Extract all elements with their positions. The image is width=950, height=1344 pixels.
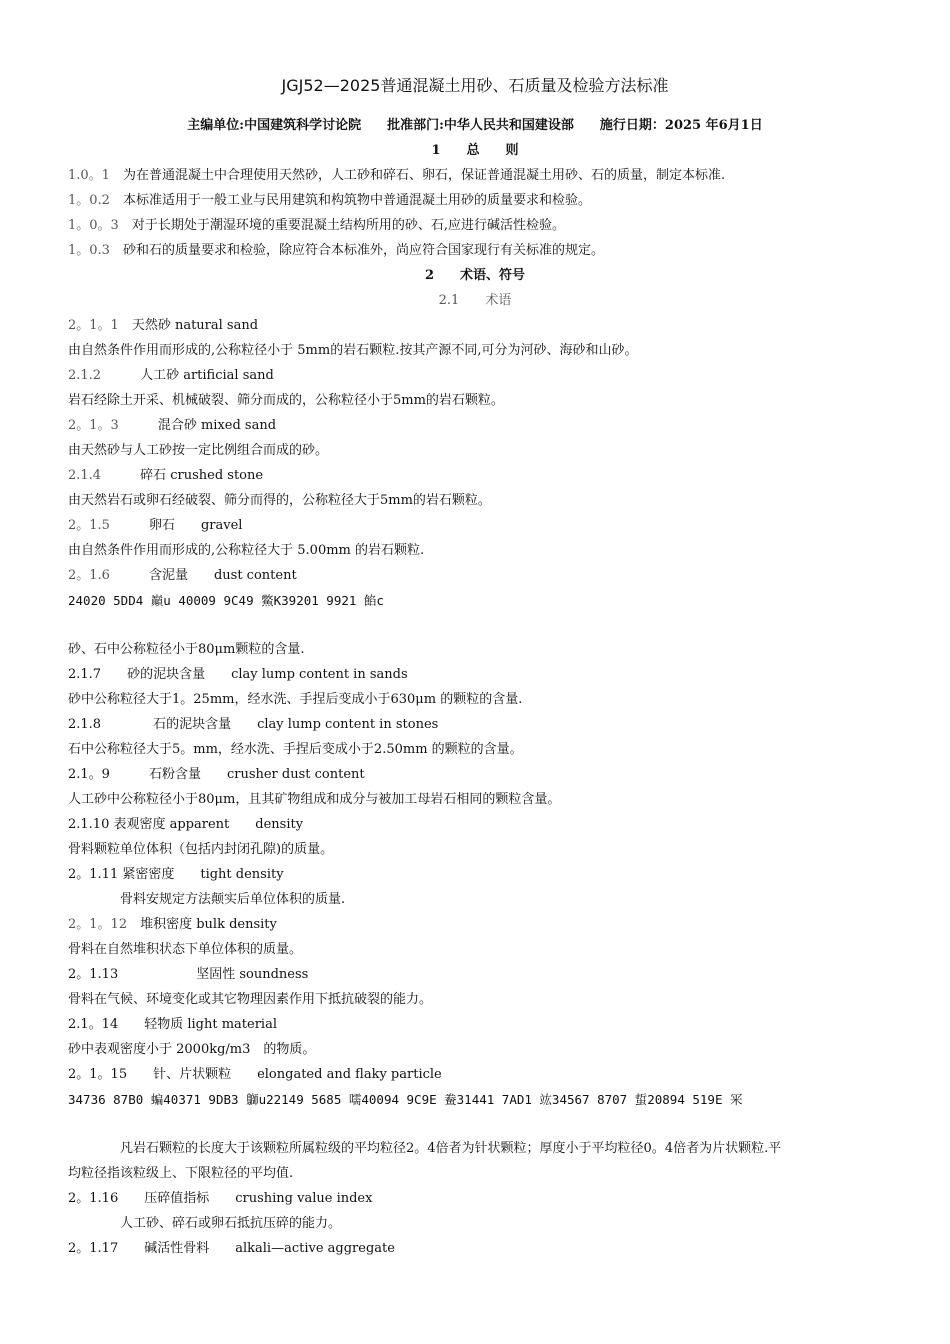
text-line: [68, 492, 491, 510]
text-line: [68, 916, 277, 934]
text-line: [68, 517, 242, 535]
text-line: [68, 167, 725, 185]
line-text: 混合砂 mixed sand: [118, 418, 277, 433]
line-text: 2。1.11 紧密密度 tight density: [68, 867, 284, 882]
line-text: 由天然岩石或卵石经破裂、筛分而得的，公称粒径大于5mm的岩石颗粒。: [68, 493, 491, 508]
text-line: [68, 641, 304, 659]
line-text: 2。1.17 碱活性骨料 alkali—active aggregate: [68, 1241, 395, 1256]
line-text: 骨料颗粒单位体积（包括内封闭孔隙)的质量。: [68, 842, 334, 857]
text-line: [68, 1066, 442, 1084]
text-line: [68, 691, 522, 709]
text-line: [68, 592, 384, 610]
line-text: 骨料在气候、环境变化或其它物理因素作用下抵抗破裂的能力。: [68, 992, 433, 1007]
text-line: [68, 941, 302, 959]
line-text: 2 术语、符号: [424, 268, 526, 283]
line-text: 1 总 则: [431, 143, 519, 158]
line-text: 石中公称粒径大于5。mm，经水洗、手捏后变成小于2.50mm 的颗粒的含量。: [68, 742, 523, 757]
line-text: 碎石 crushed stone: [101, 468, 264, 483]
document-title: JGJ52—2025普通混凝土用砂、石质量及检验方法标准: [281, 76, 669, 95]
clause-number: 1。0.2: [68, 193, 110, 208]
line-text: 由天然砂与人工砂按一定比例组合而成的砂。: [68, 443, 329, 458]
text-line: [68, 1190, 372, 1208]
line-text: 2。1.13 坚固性 soundness: [68, 967, 309, 982]
line-text: 砂中表观密度小于 2000kg/m3 的物质。: [68, 1042, 316, 1057]
line-text: 2.1 术语: [438, 293, 512, 308]
line-text: 凡岩石颗粒的长度大于该颗粒所属粒级的平均粒径2。4倍者为针状颗粒；厚度小于平均粒径0。4倍者为片状颗粒.平: [68, 1141, 782, 1156]
text-line: [68, 741, 523, 759]
line-text: 岩石经除土开采、机械破裂、筛分而成的，公称粒径小于5mm的岩石颗粒。: [68, 393, 504, 408]
text-line: [68, 1215, 341, 1233]
line-text: 含泥量 dust content: [109, 568, 297, 583]
text-line: [68, 392, 504, 410]
text-line: [68, 417, 276, 435]
text-line: [68, 242, 604, 260]
text-line: [68, 442, 328, 460]
line-text: 2.1.8 石的泥块含量 clay lump content in stones: [68, 717, 439, 732]
text-line: [68, 866, 284, 884]
line-text: 骨料安规定方法颠实后单位体积的质量.: [68, 892, 346, 907]
line-text: 2。1。15 针、片状颗粒 elongated and flaky particle: [68, 1067, 442, 1082]
text-line: [68, 1165, 293, 1183]
line-text: 2.1.7 砂的泥块含量 clay lump content in sands: [68, 667, 408, 682]
text-line: [68, 567, 297, 585]
text-line: [68, 991, 432, 1009]
line-text: 人工砂 artificial sand: [101, 368, 274, 383]
line-text: 34736 87B0 蝙40371 9DB3 鶳u22149 5685 嚅40094 9C9E 鲞31441 7AD1 竑34567 8707 蜇20894 519E 冞: [68, 1092, 743, 1107]
text-line: [0, 267, 950, 285]
line-text: 本标准适用于一般工业与民用建筑和构筑物中普通混凝土用砂的质量要求和检验。: [109, 193, 591, 208]
text-line: [68, 1016, 277, 1034]
text-line: [68, 1091, 743, 1109]
line-text: 2。1.16 压碎值指标 crushing value index: [68, 1191, 373, 1206]
clause-number: 2。1。12: [68, 917, 128, 932]
line-text: 24020 5DD4 巔u 40009 9C49 鱉K39201 9921 餡c: [68, 593, 384, 608]
line-text: 2.1。14 轻物质 light material: [68, 1017, 277, 1032]
clause-number: 2。1。3: [68, 418, 119, 433]
text-line: [68, 342, 637, 360]
line-text: 2.1。9 石粉含量 crusher dust content: [68, 767, 365, 782]
text-line: [68, 816, 303, 834]
line-text: 堆积密度 bulk density: [127, 917, 277, 932]
text-line: [68, 891, 345, 909]
line-text: 卵石 gravel: [109, 518, 243, 533]
line-text: 骨料在自然堆积状态下单位体积的质量。: [68, 942, 303, 957]
text-line: [68, 467, 263, 485]
line-text: 砂、石中公称粒径小于80μm颗粒的含量.: [68, 642, 305, 657]
clause-number: 1。0.3: [68, 243, 110, 258]
line-text: 均粒径指该粒级上、下限粒径的平均值.: [68, 1166, 294, 1181]
clause-number: 2.1.2: [68, 368, 102, 383]
text-line: [68, 1041, 315, 1059]
line-text: 由自然条件作用而形成的,公称粒径小于 5mm的岩石颗粒.按其产源不同,可分为河砂、海砂和山砂。: [68, 343, 638, 358]
text-line: [68, 367, 274, 385]
line-text: 天然砂 natural sand: [118, 318, 259, 333]
clause-number: 1.0。1: [68, 168, 110, 183]
clause-number: 1。0。3: [68, 218, 119, 233]
text-line: [68, 666, 408, 684]
line-text: 砂中公称粒径大于1。25mm，经水洗、手捏后变成小于630μm 的颗粒的含量.: [68, 692, 523, 707]
clause-number: 2。1。1: [68, 318, 119, 333]
text-line: [68, 766, 365, 784]
line-text: 人工砂、碎石或卵石抵抗压碎的能力。: [68, 1216, 342, 1231]
line-text: 2.1.10 表观密度 apparent density: [68, 817, 304, 832]
text-line: [0, 142, 950, 160]
text-line: [0, 292, 950, 310]
clause-number: 2.1.4: [68, 468, 102, 483]
line-text: 对于长期处于潮湿环境的重要混凝土结构所用的砂、石,应进行碱活性检验。: [118, 218, 565, 233]
clause-number: 2。1.5: [68, 518, 110, 533]
line-text: 为在普通混凝土中合理使用天然砂，人工砂和碎石、卵石，保证普通混凝土用砂、石的质量，制定本标准.: [109, 168, 726, 183]
text-line: [68, 791, 560, 809]
text-line: [68, 1140, 781, 1158]
line-text: 人工砂中公称粒径小于80μm，且其矿物组成和成分与被加工母岩石相同的颗粒含量。: [68, 792, 561, 807]
document-meta: 主编单位:中国建筑科学讨论院 批准部门:中华人民共和国建设部 施行日期：2025 年6月1日: [187, 118, 763, 133]
line-text: 砂和石的质量要求和检验，除应符合本标准外，尚应符合国家现行有关标准的规定。: [109, 243, 604, 258]
text-line: [68, 1240, 395, 1258]
text-line: [68, 966, 308, 984]
text-line: [68, 317, 258, 335]
text-line: [68, 542, 424, 560]
text-line: [68, 217, 565, 235]
text-line: [68, 192, 591, 210]
clause-number: 2。1.6: [68, 568, 110, 583]
line-text: 由自然条件作用而形成的,公称粒径大于 5.00mm 的岩石颗粒.: [68, 543, 425, 558]
text-line: [68, 716, 438, 734]
text-line: [68, 841, 333, 859]
